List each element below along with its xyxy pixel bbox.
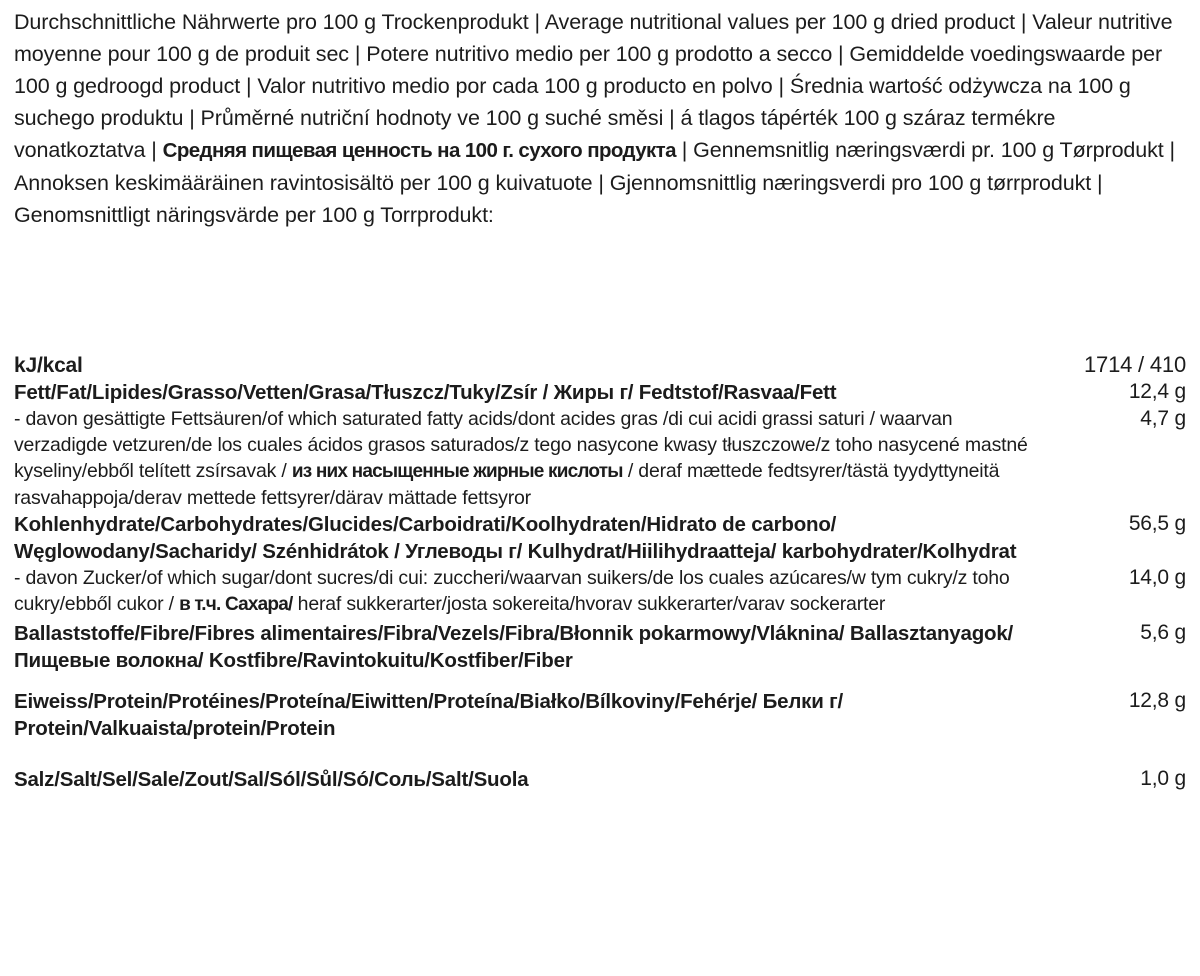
row-label-protein: Eiweiss/Protein/Protéines/Proteína/Eiwitten/Proteína/Białko/Bílkoviny/Fehérje/ Белки г/ Protein/Valkuaista/protein/Protein	[14, 690, 843, 740]
intro-text-tail: | Gennemsnitlig næringsværdi pr. 100 g Tørprodukt | Annoksen keskimääräinen ravintosisältö per 100 g kuivatuote | Gjennomsnittlig næringsverdi pro 100 g tørrprodukt | Genomsnittligt näringsvärde per 100 g Torrprodukt:	[14, 138, 1176, 227]
row-label-sugars-russian: в т.ч. Сахара/	[179, 594, 293, 615]
intro-text: Durchschnittliche Nährwerte pro 100 g Trockenprodukt | Average nutritional values per 100 g dried product | Valeur nutritive moyenne pour 100 g de produit sec | Potere nutritivo medio per 100 g prodotto a secco | Gemiddelde voedingswaarde per 100 g gedroogd product | Valor nutritivo medio por cada 100 g producto en polvo | Średnia wartość odżywcza na 100 g suchego produktu | Průměrné nutriční hodnoty ve 100 g suché směsi | á tlagos tápérték 100 g száraz termékre vonatkoztatva |	[14, 10, 1173, 162]
table-row	[14, 406, 1186, 511]
intro-text-russian: Средняя пищевая ценность на 100 г. сухого продукта	[162, 139, 676, 162]
table-row	[14, 766, 1186, 793]
spacer	[14, 674, 1186, 688]
row-value-sugars: 14,0 g	[1128, 566, 1186, 589]
table-row	[14, 511, 1186, 565]
row-label-sugars	[14, 565, 1034, 618]
row-label-saturates-part2: / deraf mættede fedtsyrer/tästä tyydyttyneitä rasvahappoja/derav mettede fettsyrer/därav mättade fettsyror	[14, 460, 1000, 509]
row-value-salt: 1,0 g	[1140, 767, 1186, 790]
row-label-saturates-part1: - davon gesättigte Fettsäuren/of which saturated fatty acids/dont acides gras /di cui acidi grassi saturi / waarvan verzadigde vetzuren/de los cuales ácidos grasos saturados/z tego nasycone kwasy tłuszczowe/z toho nasycené mastné kyseliny/ebből telített zsírsavak /	[14, 408, 1028, 482]
row-label-saturates-russian: из них насыщенные жирные кислоты	[291, 461, 623, 482]
row-label-energy: kJ/kcal	[14, 354, 83, 377]
row-value-fat: 12,4 g	[1128, 380, 1186, 403]
intro-paragraph	[14, 6, 1186, 231]
row-value-protein: 12,8 g	[1128, 689, 1186, 712]
row-label-sugars-part2: heraf sukkerarter/josta sokereita/hvorav sukkerarter/varav sockerarter	[292, 593, 886, 615]
row-label-carbohydrates: Kohlenhydrate/Carbohydrates/Glucides/Carboidrati/Koolhydraten/Hidrato de carbono/ Węglowodany/Sacharidy/ Szénhidrátok / Углеводы г/ Kulhydrat/Hiilihydraatteja/ karbohydrater/Kolhydrat	[14, 513, 1017, 563]
table-row	[14, 379, 1186, 406]
nutrition-table	[14, 352, 1186, 793]
table-row	[14, 352, 1186, 379]
row-label-salt: Salz/Salt/Sel/Sale/Zout/Sal/Sól/Sůl/Só/Соль/Salt/Suola	[14, 768, 529, 791]
row-value-energy: 1714 / 410	[1084, 352, 1186, 377]
table-row	[14, 565, 1186, 618]
row-label-fibre: Ballaststoffe/Fibre/Fibres alimentaires/Fibra/Vezels/Fibra/Błonnik pokarmowy/Vláknina/ Ballasztanyagok/Пищевые волокна/ Kostfibre/Ravintokuitu/Kostfiber/Fiber	[14, 622, 1014, 672]
row-label-sugars-part1: - davon Zucker/of which sugar/dont sucres/di cui: zuccheri/waarvan suikers/de los cuales azúcares/w tym cukry/z toho cukry/ebből cukor /	[14, 567, 1010, 615]
table-row	[14, 688, 1186, 742]
row-value-carbohydrates: 56,5 g	[1128, 512, 1186, 535]
row-value-fibre: 5,6 g	[1140, 621, 1186, 644]
row-value-saturates: 4,7 g	[1140, 407, 1186, 430]
spacer	[14, 742, 1186, 766]
row-label-fat: Fett/Fat/Lipides/Grasso/Vetten/Grasa/Tłuszcz/Tuky/Zsír / Жиры г/ Fedtstof/Rasvaa/Fett	[14, 381, 837, 404]
row-label-saturates	[14, 406, 1034, 511]
table-row	[14, 620, 1186, 674]
